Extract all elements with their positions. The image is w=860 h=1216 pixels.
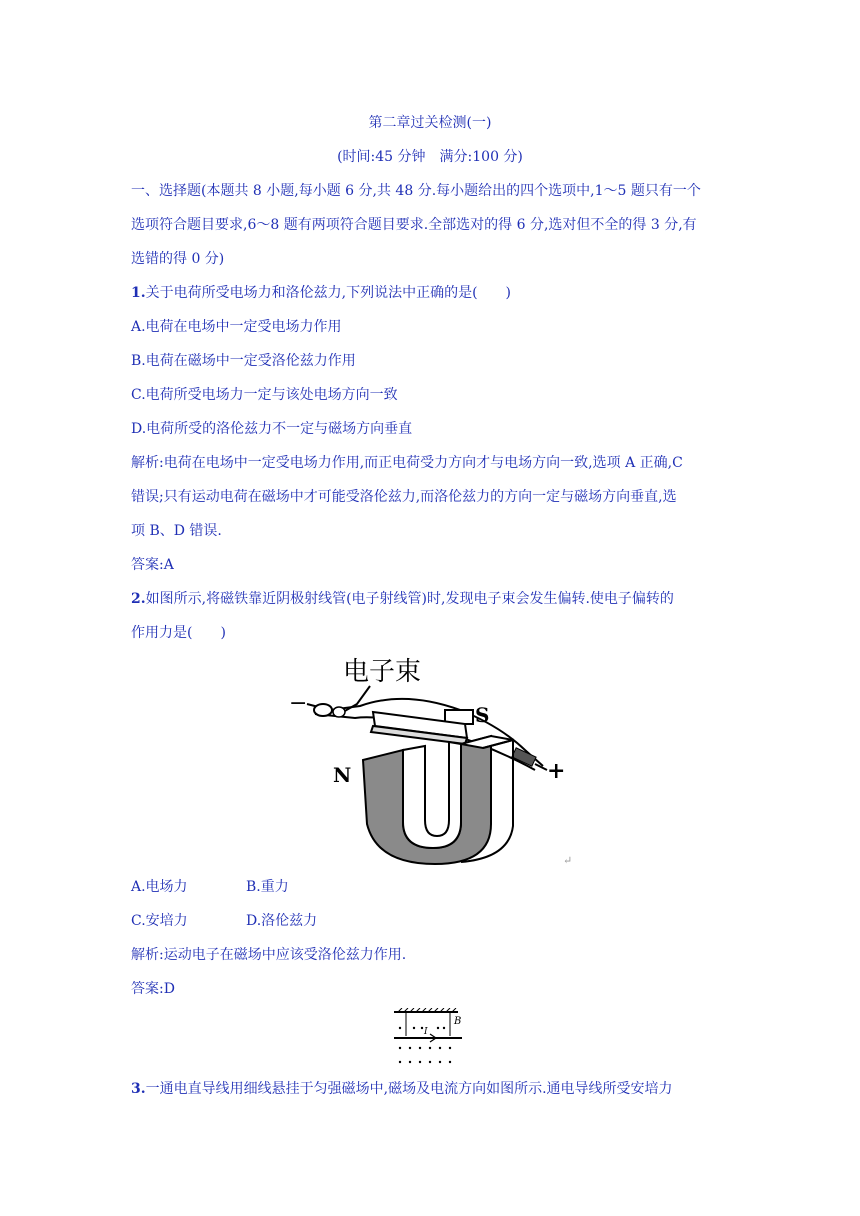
analysis-line: 解析:电荷在电场中一定受电场力作用,而正电荷受力方向才与电场方向一致,选项 A 正确,C [131, 455, 683, 471]
question-text: 关于电荷所受电场力和洛伦兹力,下列说法中正确的是( ) [145, 285, 511, 301]
n-pole-label: N [333, 763, 352, 787]
question-text: 如图所示,将磁铁靠近阴极射线管(电子射线管)时,发现电子束会发生偏转.使电子偏转的 [145, 591, 674, 607]
option-a: A.电场力 [131, 879, 188, 895]
cathode-end [314, 704, 332, 716]
option-b: B.重力 [246, 879, 289, 895]
option-c: C.安培力 [131, 913, 188, 929]
section-heading-line: 选项符合题目要求,6～8 题有两项符合题目要求.全部选对的得 6 分,选对但不全的得 3 分,有 [131, 217, 697, 233]
question-text: 一通电直导线用细线悬挂于匀强磁场中,磁场及电流方向如图所示.通电导线所受安培力 [145, 1081, 673, 1097]
section-heading-line: 选错的得 0 分) [131, 251, 225, 267]
question-2-stem-continued: 作用力是( ) [131, 625, 226, 641]
analysis-line: 错误;只有运动电荷在磁场中才可能受洛伦兹力,而洛伦兹力的方向一定与磁场方向垂直,选 [131, 489, 677, 505]
option-d: D.电荷所受的洛伦兹力不一定与磁场方向垂直 [131, 421, 413, 437]
option-c: C.电荷所受电场力一定与该处电场方向一致 [131, 387, 398, 403]
option-a: A.电荷在电场中一定受电场力作用 [131, 319, 342, 335]
answer-line: 答案:A [131, 557, 174, 573]
question-number: 3. [131, 1081, 146, 1097]
question-1-stem [131, 284, 731, 302]
field-label: B [454, 1016, 462, 1027]
option-row [131, 912, 731, 930]
question-3-stem [131, 1080, 731, 1098]
beam-label: 电子束 [343, 657, 422, 687]
cathode-ray-tube-figure [285, 652, 575, 868]
option-b: B.电荷在磁场中一定受洛伦兹力作用 [131, 353, 356, 369]
analysis-line: 项 B、D 错误. [131, 523, 222, 539]
plus-sign: + [547, 758, 566, 784]
page-subtitle: (时间:45 分钟 满分:100 分) [337, 149, 523, 165]
analysis-line: 解析:运动电子在磁场中应该受洛伦兹力作用. [131, 947, 407, 963]
question-2-stem [131, 590, 731, 608]
answer-line: 答案:D [131, 981, 175, 997]
hanging-wire-figure [392, 1008, 472, 1070]
option-d: D.洛伦兹力 [246, 913, 318, 929]
cathode-electrode [333, 707, 345, 717]
minus-sign: − [289, 691, 308, 716]
current-label: I [424, 1027, 428, 1037]
section-heading-line: 一、选择题(本题共 8 小题,每小题 6 分,共 48 分.每小题给出的四个选项中,1～5 题只有一个 [131, 183, 701, 199]
option-row [131, 878, 731, 896]
return-mark: ↵ [563, 854, 573, 867]
question-number: 1. [131, 285, 146, 301]
question-number: 2. [131, 591, 146, 607]
page-title: 第二章过关检测(一) [368, 115, 492, 131]
u-magnet-inner-face [403, 742, 461, 848]
s-pole-label: S [475, 703, 490, 727]
